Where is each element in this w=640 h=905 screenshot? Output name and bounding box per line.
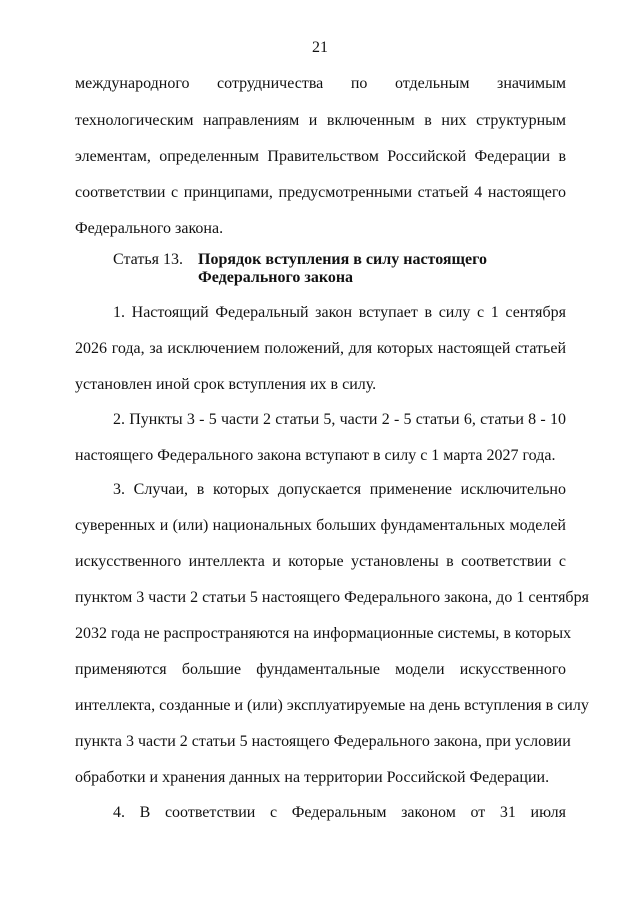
- text-line: международного сотрудничества по отдельным значимым: [75, 75, 566, 92]
- text-line: 2032 года не распространяются на информационные системы, в которых: [75, 625, 572, 642]
- text-line: Федерального закона.: [75, 220, 224, 237]
- text-line: соответствии с принципами, предусмотренными статьей 4 настоящего: [75, 184, 566, 201]
- text-line: интеллекта, созданные и (или) эксплуатируемые на день вступления в силу: [75, 697, 589, 714]
- text-line: элементам, определенным Правительством Российской Федерации в: [75, 148, 566, 165]
- article-title-line1: Порядок вступления в силу настоящего: [198, 251, 488, 268]
- text-line: 1. Настоящий Федеральный закон вступает в силу с 1 сентября: [113, 304, 566, 321]
- article-heading: [113, 250, 487, 270]
- text-line: пунктом 3 части 2 статьи 5 настоящего Федерального закона, до 1 сентября: [75, 589, 589, 606]
- text-line: установлен иной срок вступления их в силу.: [75, 376, 377, 393]
- text-line: обработки и хранения данных на территории Российской Федерации.: [75, 769, 550, 786]
- text-line: 2026 года, за исключением положений, для которых настоящей статьей: [75, 340, 566, 357]
- text-line: технологическим направлениям и включенным в них структурным: [75, 112, 566, 129]
- text-line: настоящего Федерального закона вступают в силу с 1 марта 2027 года.: [75, 447, 556, 464]
- article-label: Статья 13.: [113, 251, 183, 268]
- text-line: пункта 3 части 2 статьи 5 настоящего Федерального закона, при условии: [75, 733, 571, 750]
- text-line: искусственного интеллекта и которые установлены в соответствии с: [75, 553, 566, 570]
- text-line: суверенных и (или) национальных больших фундаментальных моделей: [75, 517, 566, 534]
- text-line: применяются большие фундаментальные модели искусственного: [75, 661, 566, 678]
- page-number: 21: [312, 39, 328, 56]
- text-line: 2. Пункты 3 - 5 части 2 статьи 5, части 2 - 5 статьи 6, статьи 8 - 10: [113, 411, 566, 428]
- text-line: 3. Случаи, в которых допускается применение исключительно: [113, 481, 566, 498]
- article-title-line2: Федерального закона: [198, 269, 354, 286]
- text-line: 4. В соответствии с Федеральным законом от 31 июля: [113, 804, 566, 821]
